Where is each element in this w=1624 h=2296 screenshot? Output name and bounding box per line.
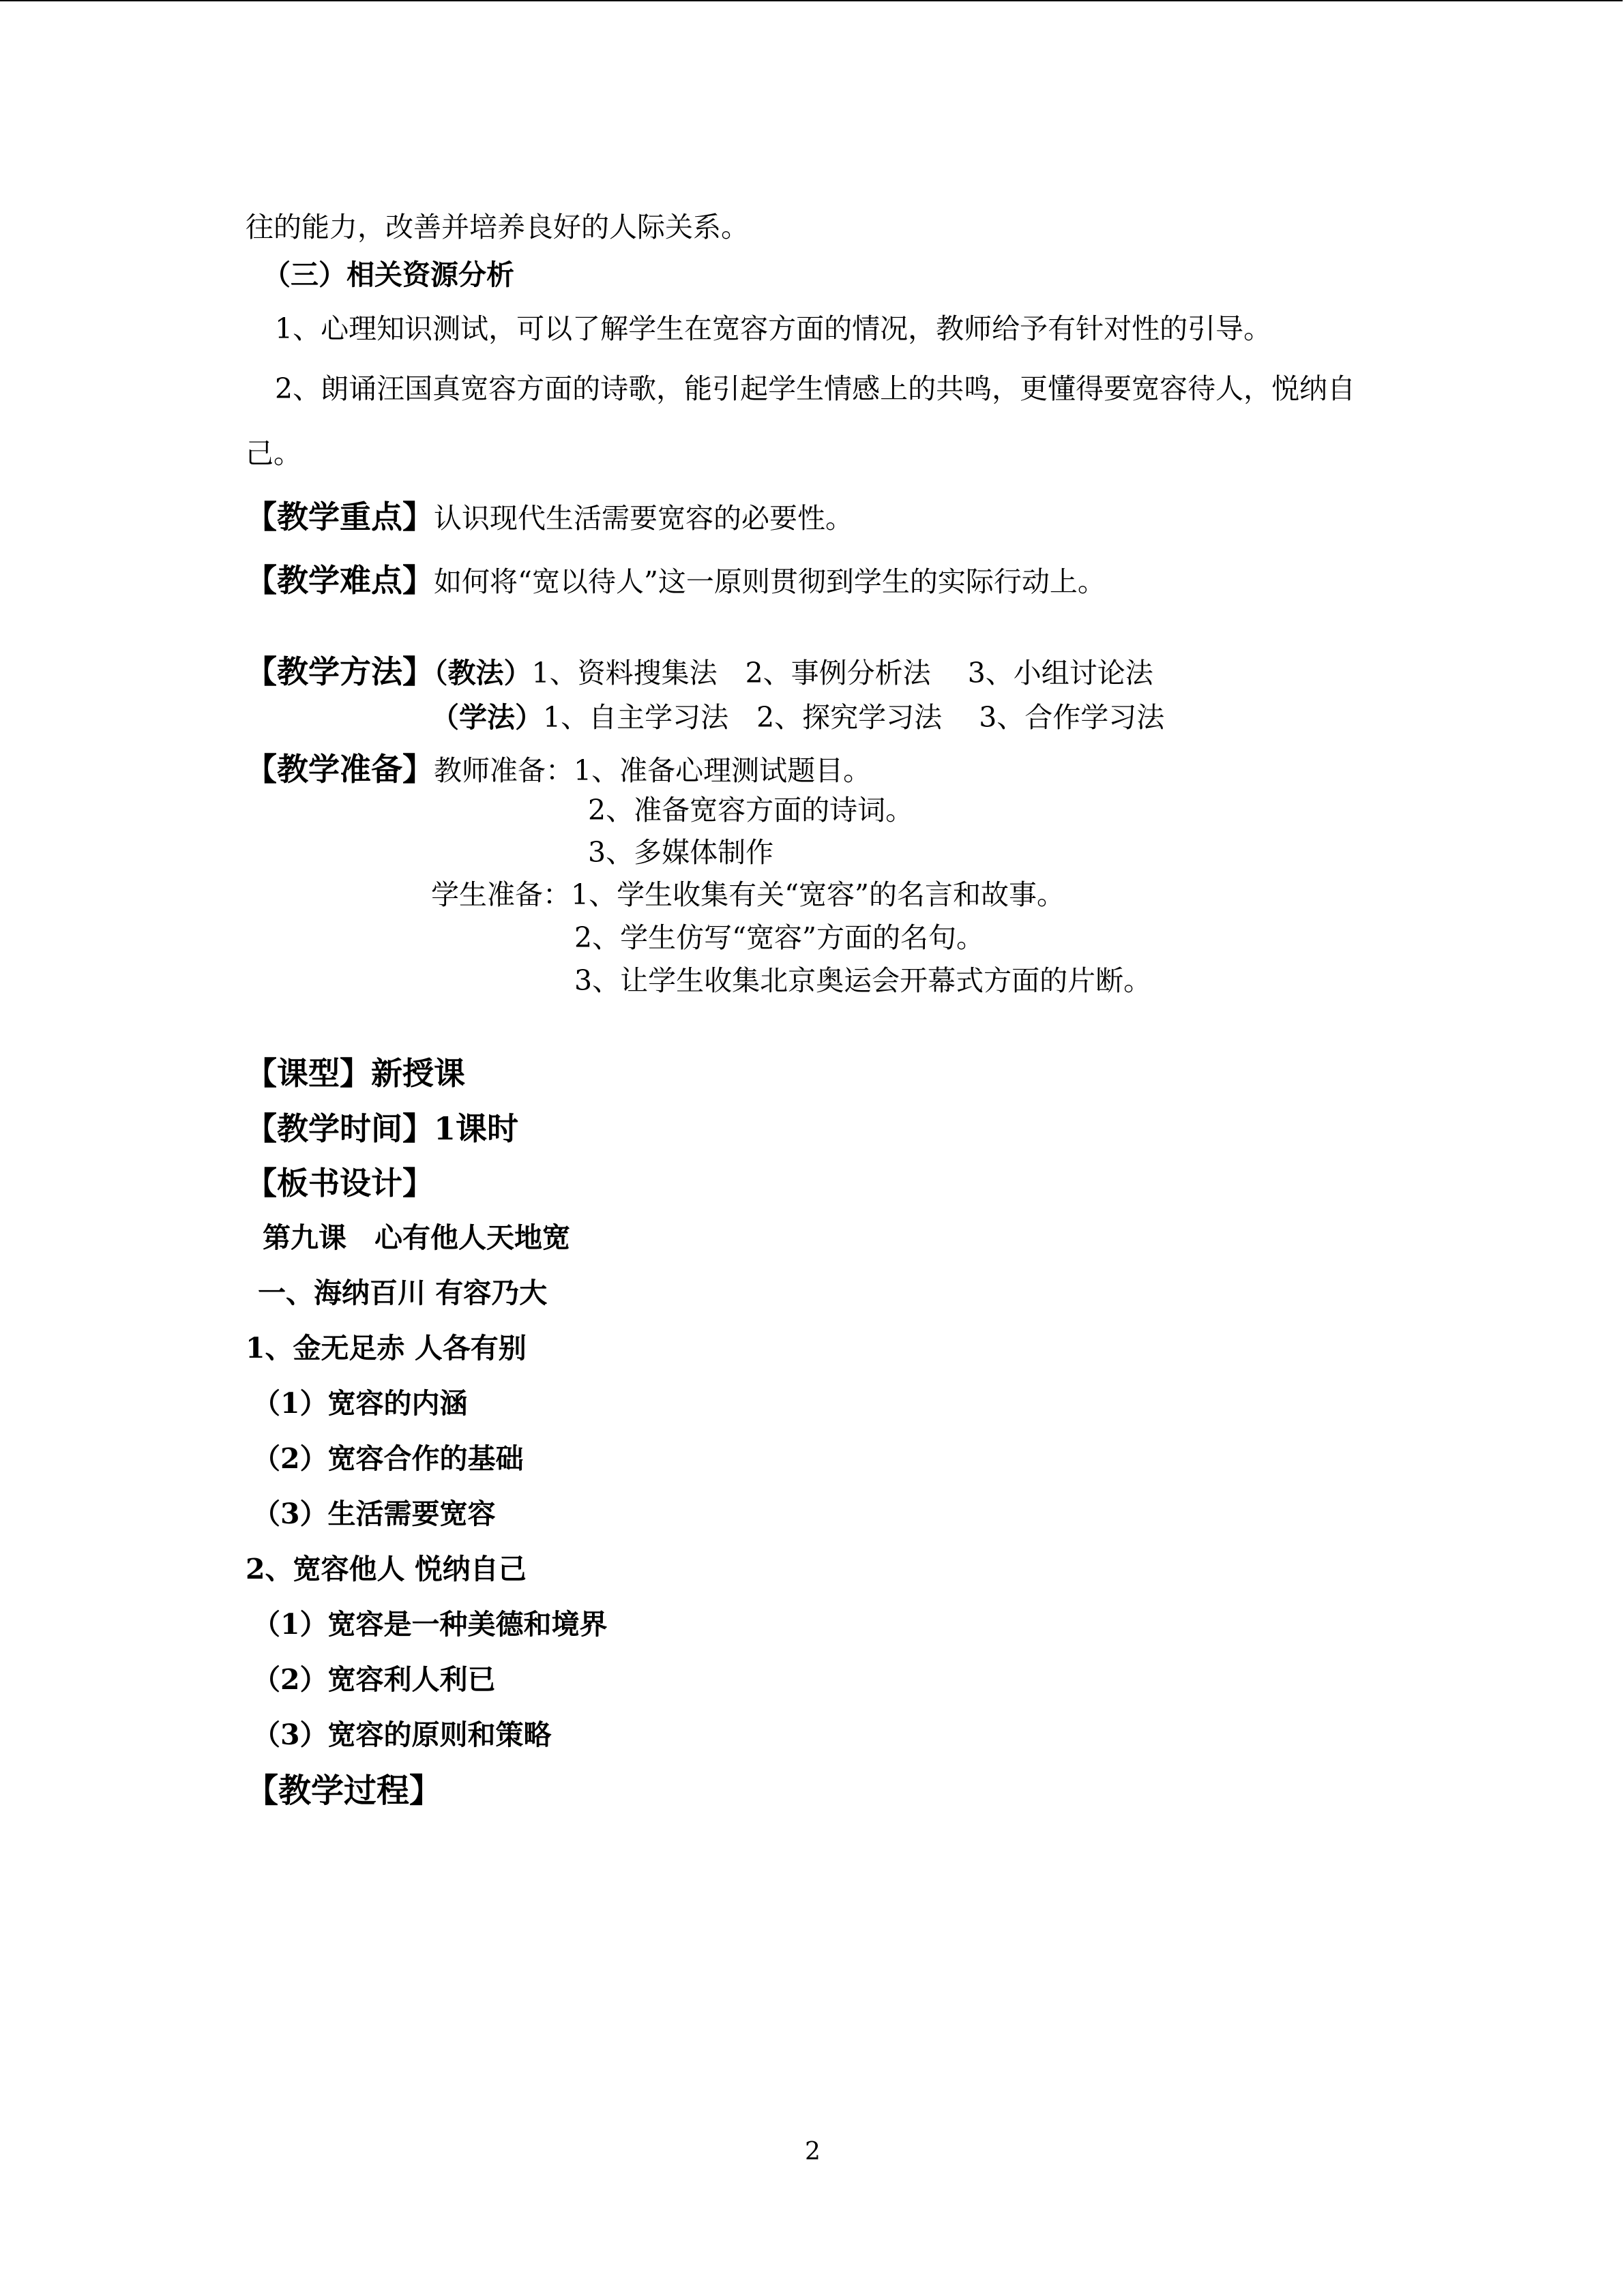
- resource-item-1: 1、心理知识测试，可以了解学生在宽容方面的情况，教师给予有针对性的引导。: [275, 312, 1272, 345]
- resources-heading: （三）相关资源分析: [263, 258, 514, 291]
- page-top-border: [0, 0, 1623, 1]
- teacher-prep-item-2: 2、准备宽容方面的诗词。: [588, 794, 914, 826]
- methods-row-learn: [431, 701, 1165, 734]
- student-prep-row-1: [431, 878, 1065, 911]
- part-1-heading: 1、金无足赤 人各有别: [246, 1332, 527, 1365]
- part-2-item-1: （1）宽容是一种美德和境界: [252, 1608, 608, 1641]
- student-prep-item-3: 3、让学生收集北京奥运会开幕式方面的片断。: [574, 964, 1152, 997]
- preparation-row-teacher: [246, 751, 872, 788]
- part-1-item-1: （1）宽容的内涵: [252, 1387, 468, 1420]
- board-design-label: 【板书设计】: [246, 1165, 434, 1202]
- student-prep-label: 学生准备：: [431, 878, 571, 911]
- section-1-heading: 一、海纳百川 有容乃大: [258, 1277, 548, 1309]
- part-2-item-3: （3）宽容的原则和策略: [252, 1718, 552, 1751]
- teacher-prep-item-1: 1、准备心理测试题目。: [574, 754, 872, 787]
- part-1-item-3: （3）生活需要宽容: [252, 1497, 496, 1530]
- course-type-row: [246, 1055, 465, 1092]
- methods-learn-text: 1、自主学习法 2、探究学习法 3、合作学习法: [543, 701, 1165, 734]
- methods-teach-label: （教法）: [434, 657, 532, 689]
- teaching-time-row: [246, 1110, 519, 1147]
- process-label: 【教学过程】: [246, 1772, 443, 1810]
- intro-continuation: 往的能力，改善并培养良好的人际关系。: [246, 211, 749, 243]
- key-point-text: 认识现代生活需要宽容的必要性。: [434, 502, 853, 535]
- teacher-prep-label: 教师准备：: [434, 754, 574, 787]
- part-2-heading: 2、宽容他人 悦纳自己: [246, 1553, 527, 1585]
- student-prep-item-2: 2、学生仿写“宽容”方面的名句。: [574, 921, 985, 954]
- methods-teach-text: 1、资料搜集法 2、事例分析法 3、小组讨论法: [531, 657, 1153, 689]
- resource-item-2-line-2: 己。: [246, 437, 301, 470]
- key-point-label: 【教学重点】: [246, 498, 434, 535]
- methods-row-teach: [246, 653, 1153, 690]
- teaching-time-label: 【教学时间】: [246, 1110, 434, 1147]
- key-point-row: [246, 498, 853, 535]
- resource-item-2-line-1: 2、朗诵汪国真宽容方面的诗歌，能引起学生情感上的共鸣，更懂得要宽容待人，悦纳自: [275, 372, 1356, 405]
- preparation-label: 【教学准备】: [246, 751, 434, 788]
- teacher-prep-item-3: 3、多媒体制作: [588, 836, 774, 869]
- methods-label: 【教学方法】: [246, 653, 434, 690]
- page-number: 2: [805, 2138, 821, 2166]
- lesson-title: 第九课 心有他人天地宽: [263, 1221, 570, 1254]
- course-type-label: 【课型】: [246, 1055, 371, 1092]
- student-prep-item-1: 1、学生收集有关“宽容”的名言和故事。: [571, 878, 1065, 911]
- teaching-time-text: 1课时: [434, 1110, 519, 1147]
- course-type-text: 新授课: [371, 1055, 465, 1092]
- part-2-item-2: （2）宽容利人利已: [252, 1663, 496, 1696]
- difficulty-text: 如何将“宽以待人”这一原则贯彻到学生的实际行动上。: [434, 565, 1106, 598]
- difficulty-row: [246, 562, 1106, 599]
- difficulty-label: 【教学难点】: [246, 562, 434, 599]
- methods-learn-label: （学法）: [431, 701, 543, 734]
- part-1-item-2: （2）宽容合作的基础: [252, 1442, 524, 1475]
